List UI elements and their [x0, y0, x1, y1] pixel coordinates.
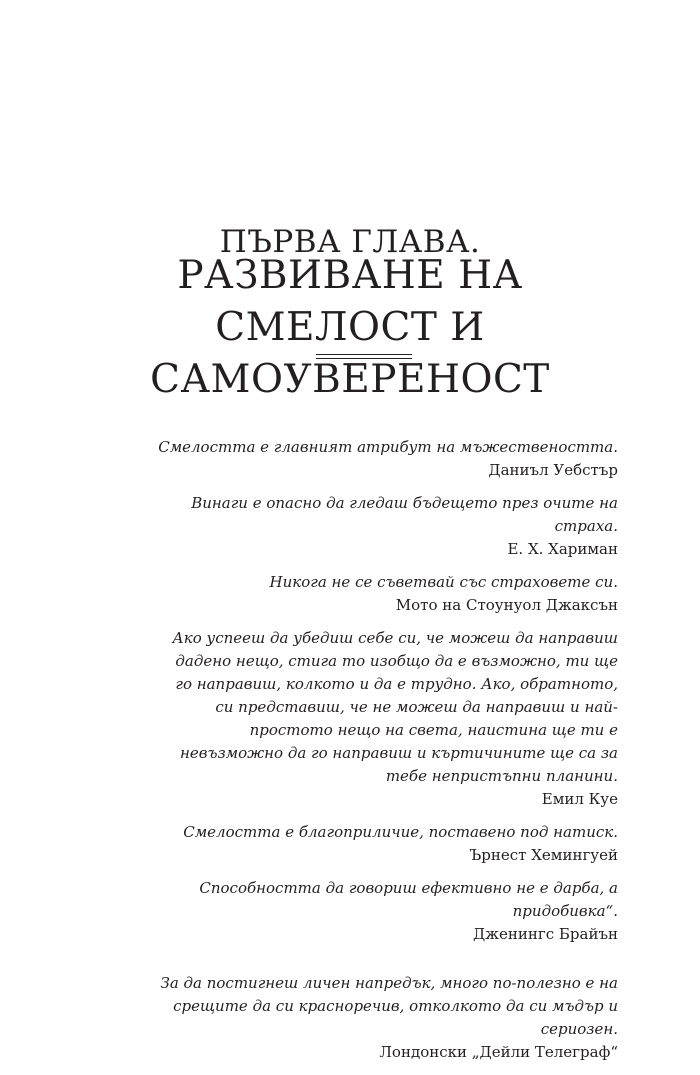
quote-text: Винаги е опасно да гледаш бъдещето през очите на страха. — [191, 494, 618, 535]
divider-line — [316, 358, 412, 359]
quote — [158, 571, 618, 616]
quote-author: Емил Куе — [541, 790, 618, 808]
quote-text: Способността да говориш ефективно не е дарба, а придобивка“. — [199, 879, 618, 920]
chapter-title: РАЗВИВАНЕ НА СМЕЛОСТ И САМОУВЕРЕНОСТ — [150, 253, 550, 402]
quote — [158, 821, 618, 866]
quote-text: Ако успееш да убедиш себе си, че можеш да направиш дадено нещо, стига то изобщо да е възможно, ти ще го направиш, колкото и да е трудно. Ако, обратното, си представиш, че не можеш да направиш и най-простото нещо на света, наистина ще ти е невъзможно да го направиш и къртичините ще са за тебе непристъпни планини. — [172, 629, 618, 785]
quote — [158, 436, 618, 481]
quote-author: Даниъл Уебстър — [488, 461, 618, 479]
quote-text: Никога не се съветвай със страховете си. — [269, 573, 618, 591]
quote — [158, 877, 618, 945]
quote-author: Е. Х. Хариман — [507, 540, 618, 558]
title-divider — [316, 354, 412, 362]
epigraph-quotes — [158, 436, 618, 1074]
quote-text: Смелостта е благоприличие, поставено под натиск. — [183, 823, 618, 841]
quote-author: Мото на Стоунуол Джаксън — [395, 596, 618, 614]
quote-text: Смелостта е главният атрибут на мъжествеността. — [158, 438, 618, 456]
quote-text: За да постигнеш личен напредък, много по-полезно е на срещите да си красноречив, отколкото да си мъдър и сериозен. — [160, 974, 618, 1038]
divider-line — [316, 354, 412, 355]
quote — [158, 492, 618, 560]
quote-author: Ърнест Хемингуей — [469, 846, 618, 864]
quote-author: Дженингс Брайън — [473, 925, 618, 943]
quote — [158, 972, 618, 1063]
quote-author: Лондонски „Дейли Телеграф“ — [379, 1043, 618, 1061]
quote — [158, 627, 618, 810]
chapter-label: ПЪРВА ГЛАВА. — [219, 224, 481, 260]
